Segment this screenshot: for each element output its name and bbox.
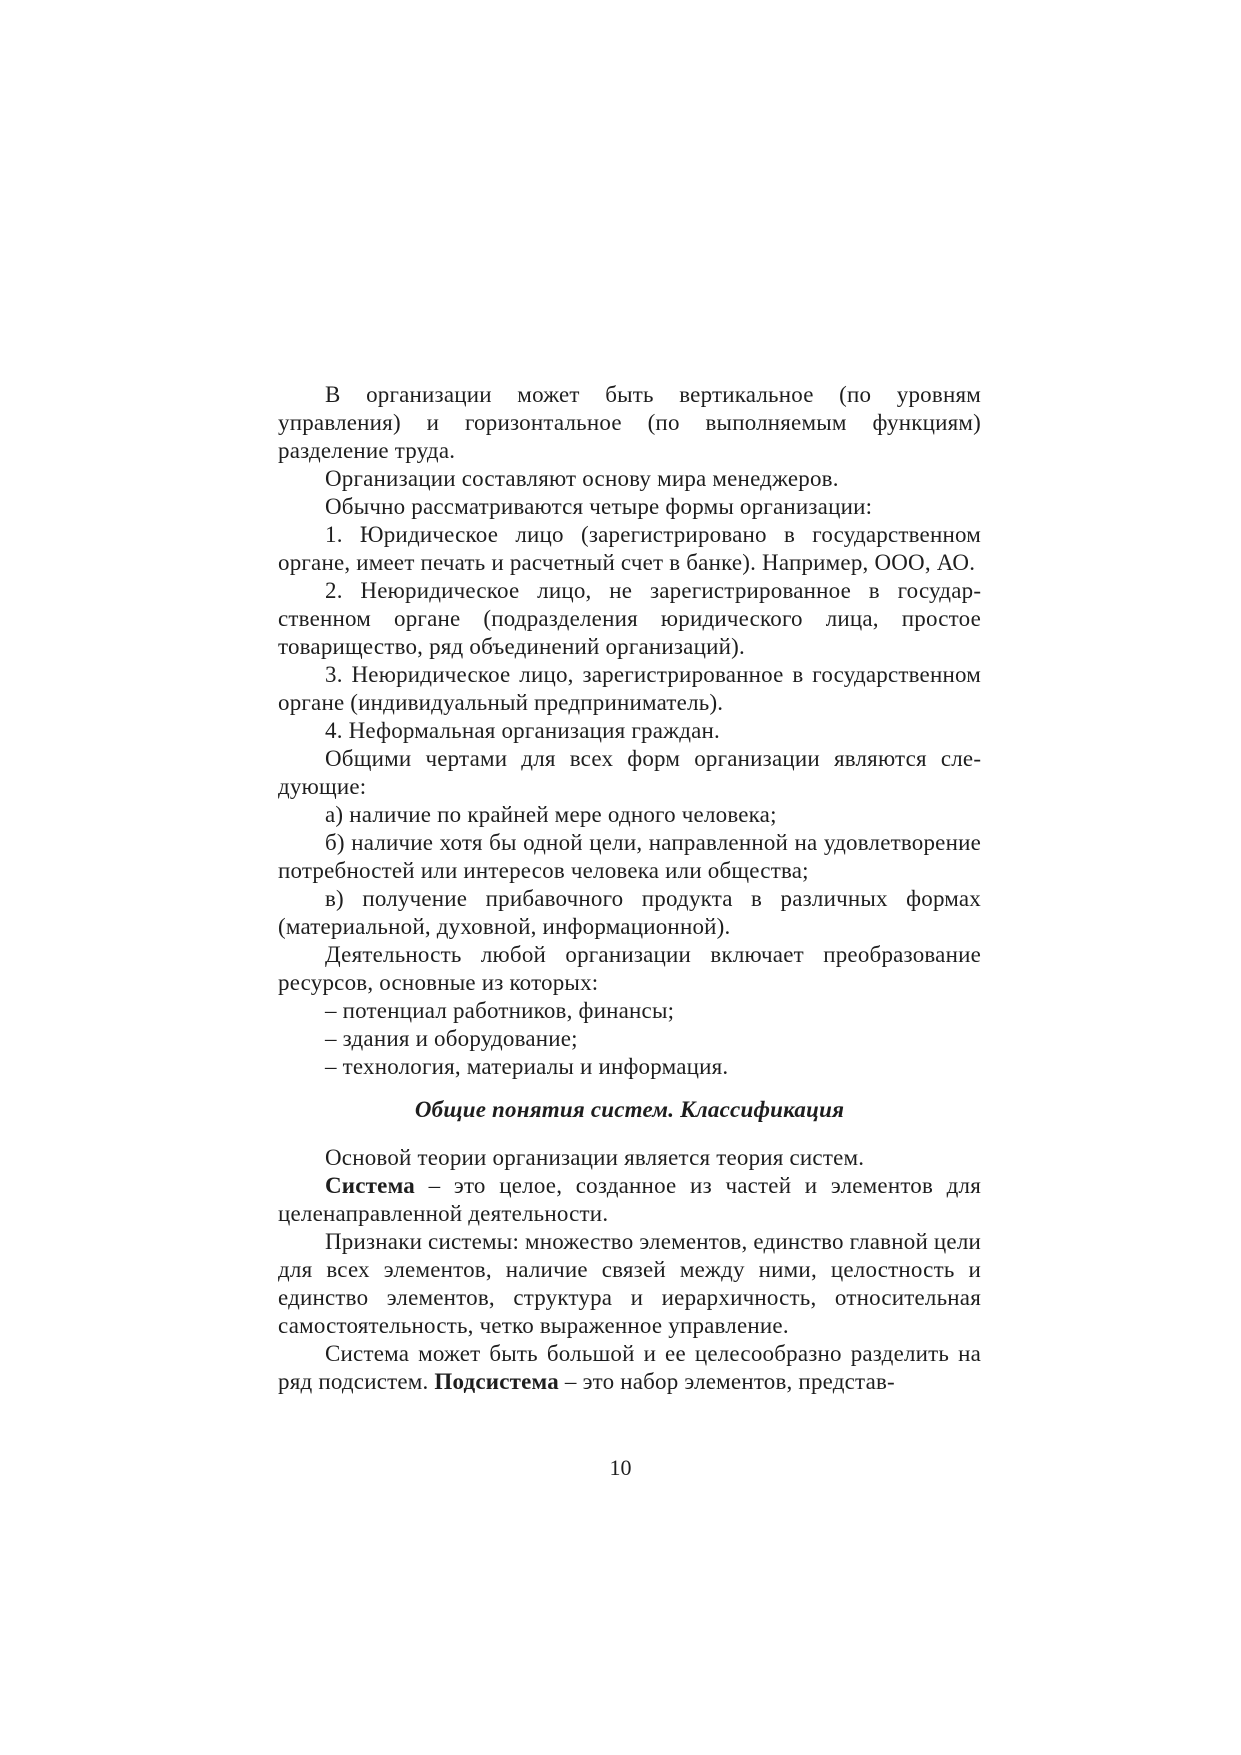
list-item-lettered-a: а) наличие по крайней мере одного человека; xyxy=(325,802,777,827)
paragraph: Обычно рассматриваются четыре формы организации: xyxy=(325,494,873,519)
list-item-dash: – технология, материалы и информация. xyxy=(325,1054,729,1079)
paragraph-definition-subsystem xyxy=(278,1340,981,1396)
paragraph: Признаки системы: множество элементов, единство главной цели для всех элементов, наличие связей между ними, целостность и единство элементов, структура и иерархичность, относительная самостоятельность, четко выраженное управление. xyxy=(278,1229,981,1338)
paragraph-text: – это целое, созданное из частей и элементов для целенаправленной деятельности. xyxy=(278,1173,981,1226)
list-item-lettered-v: в) получение прибавочного продукта в различных формах (материальной, духовной, информационной). xyxy=(278,886,981,939)
list-item-numbered-4: 4. Неформальная организация граждан. xyxy=(325,718,720,743)
paragraph: Основой теории организации является теория систем. xyxy=(325,1145,865,1170)
list-item-numbered-3: 3. Неюридическое лицо, зарегистрированное в государственном органе (индивидуальный предприниматель). xyxy=(278,662,981,715)
list-item-lettered-b: б) наличие хотя бы одной цели, направленной на удовлетворение потребностей или интересов человека или общества; xyxy=(278,830,981,883)
term-subsystem: Подсистема xyxy=(434,1369,559,1394)
list-item-dash: – здания и оборудование; xyxy=(325,1026,578,1051)
paragraph: Общими чертами для всех форм организации являются следующие: xyxy=(278,746,981,799)
term-system: Система xyxy=(325,1173,415,1198)
text-block xyxy=(278,381,981,1396)
paragraph: В организации может быть вертикальное (по уровням управления) и горизонтальное (по выполняемым функциям) разделение труда. xyxy=(278,382,981,463)
paragraph-text: Система может быть большой и ее целесообразно разделить на ряд подсистем. xyxy=(278,1341,981,1394)
list-item-dash: – потенциал работников, финансы; xyxy=(325,998,675,1023)
list-item-numbered-1: 1. Юридическое лицо (зарегистрировано в государственном органе, имеет печать и расчетный счет в банке). Например, ООО, АО. xyxy=(278,522,981,575)
paragraph: Организации составляют основу мира менеджеров. xyxy=(325,466,839,491)
paragraph-definition-system xyxy=(278,1172,981,1228)
paragraph: Деятельность любой организации включает преобразование ресурсов, основные из которых: xyxy=(278,942,981,995)
page-number: 10 xyxy=(609,1455,632,1480)
paragraph-text: – это набор элементов, представ- xyxy=(558,1369,895,1394)
list-item-numbered-2: 2. Неюридическое лицо, не зарегистрированное в государственном органе (подразделения юридического лица, простое товарищество, ряд объединений организаций). xyxy=(278,578,981,659)
section-heading: Общие понятия систем. Классификация xyxy=(414,1097,845,1122)
